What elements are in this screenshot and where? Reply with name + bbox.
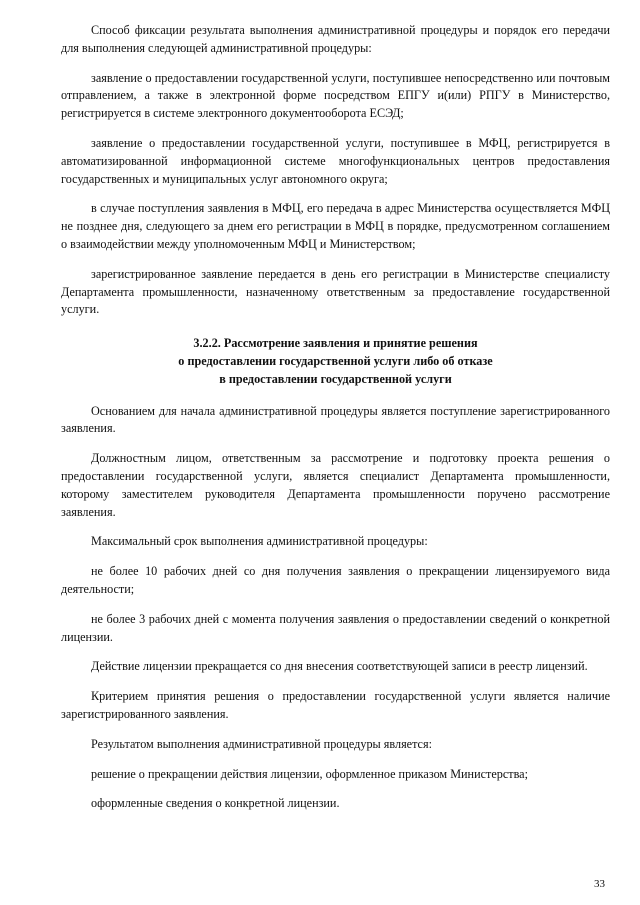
section-heading-line-3: в предоставлении государственной услуги [219,371,452,386]
section-heading-line-1: 3.2.2. Рассмотрение заявления и принятие решения [193,336,478,351]
paragraph-max-term: Максимальный срок выполнения административной процедуры: [91,534,428,549]
paragraph-term-3-days: не более 3 рабочих дней с момента получения заявления о предоставлении сведений о конкретной лицензии. [61,611,610,644]
paragraph-registration-esed: заявление о предоставлении государственной услуги, поступившее непосредственно или почтовым отправлением, а также в электронной форме посредством ЕПГУ и(или) РПГУ в Министерство, регистрируется в системе электронного документооборота ЕСЭД; [61,70,610,121]
paragraph-decision-criterion: Критерием принятия решения о предоставлении государственной услуги является наличие зарегистрированного заявления. [61,689,610,721]
paragraph-mfc-transfer: в случае поступления заявления в МФЦ, его передача в адрес Министерства осуществляется МФЦ не позднее дня, следующего за днем его регистрации в МФЦ в порядке, предусмотренном соглашением о взаимодействии между уполномоченным МФЦ и Министерством; [61,201,610,251]
paragraph-result-intro: Результатом выполнения административной процедуры является: [91,736,432,751]
paragraph-transfer-to-specialist: зарегистрированное заявление передается в день его регистрации в Министерстве специалисту Департамента промышленности, назначенному ответственным за предоставление государственной услуги. [61,266,610,317]
paragraph-license-termination: Действие лицензии прекращается со дня внесения соответствующей записи в реестр лицензий. [91,659,588,674]
paragraph-result-info: оформленные сведения о конкретной лицензии. [91,796,340,811]
section-heading [61,335,610,388]
section-heading-line-2: о предоставлении государственной услуги либо об отказе [178,353,493,368]
document-page [61,22,610,825]
paragraph-term-10-days: не более 10 рабочих дней со дня получения заявления о прекращении лицензируемого вида деятельности; [61,564,610,596]
paragraph-basis: Основанием для начала административной процедуры является поступление зарегистрированного заявления. [61,403,610,436]
page-number: 33 [594,878,605,890]
paragraph-registration-mfc: заявление о предоставлении государственной услуги, поступившее в МФЦ, регистрируется в автоматизированной информационной системе многофункциональных центров предоставления государственных и муниципальных услуг автономного округа; [61,135,610,186]
paragraph-result-decision: решение о прекращении действия лицензии, оформленное приказом Министерства; [91,766,528,781]
paragraph-responsible-official: Должностным лицом, ответственным за рассмотрение и подготовку проекта решения о предоставлении государственной услуги, является специалист Департамента промышленности, которому заместителем руководителя Департамента промышленности поручено рассмотрение заявления. [61,451,610,519]
paragraph-fixation-method: Способ фиксации результата выполнения административной процедуры и порядок его передачи для выполнения следующей административной процедуры: [61,23,610,55]
